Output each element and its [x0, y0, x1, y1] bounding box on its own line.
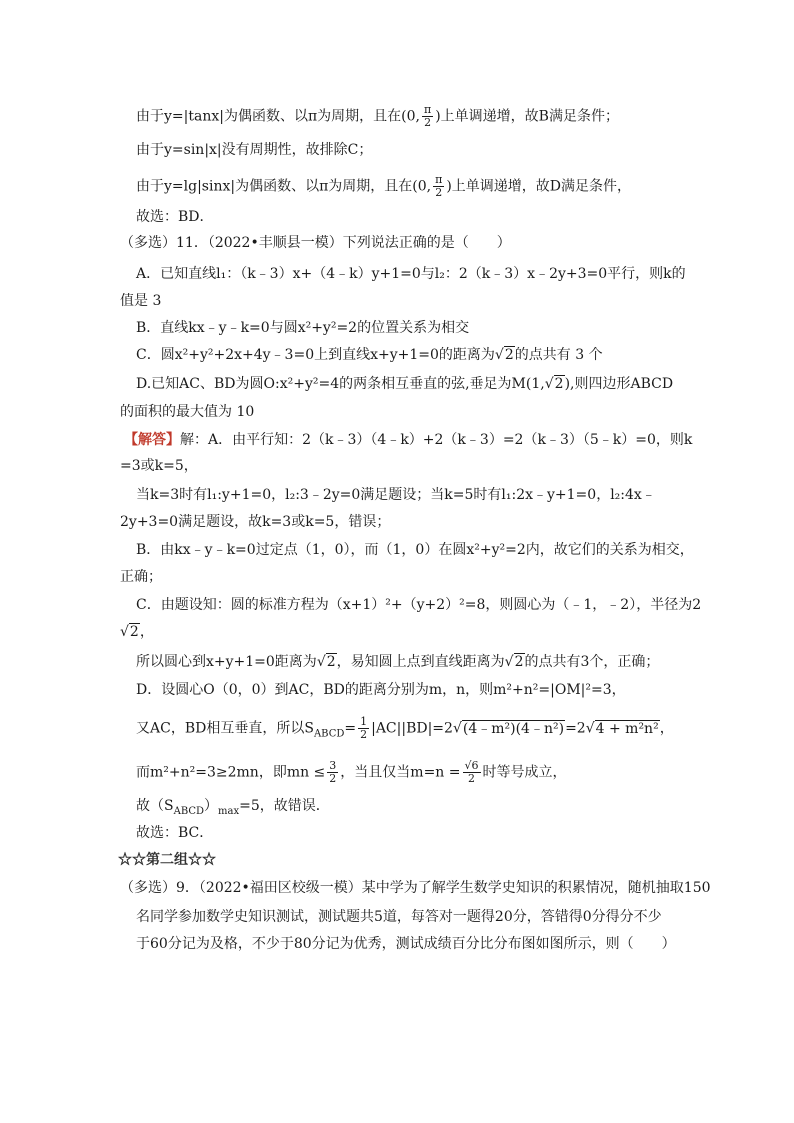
- line-b: 由于y=|tanx|为偶函数、以π为周期，且在(0, $\frac{\pi}{2}$ )上单调递增，故B满足条件；: [136, 103, 619, 129]
- option-a-line-2: 值是 3: [120, 293, 162, 309]
- solution-line-9: D．设圆心O（0，0）到AC，BD的距离分别为m，n，则m²+n²=|OM|²=3，: [136, 682, 626, 698]
- fraction-pi-over-2: $\frac{\pi}{2}$: [423, 103, 432, 129]
- option-d-line-2: 的面积的最大值为 10: [120, 404, 255, 420]
- solution-line-1b: =3或k=5，: [120, 458, 198, 474]
- option-d-line-1: D.已知AC、BD为圆O:x²+y²=4的两条相互垂直的弦,垂足为M(1,√2),则四边形ABCD: [136, 376, 674, 392]
- fraction-three-halves: $\frac{3}{2}$: [329, 759, 337, 785]
- fraction-pi-over-2: $\frac{\pi}{2}$: [435, 173, 443, 199]
- group-heading: ☆☆第二组☆☆: [118, 852, 216, 868]
- solution-line-7: √2，: [120, 624, 154, 640]
- line-d: 由于y=lg|sinx|为偶函数、以π为周期，且在(0, $\frac{\pi}{2}$ )上单调递增，故D满足条件，: [136, 173, 632, 199]
- solution-tag: 【解答】: [124, 432, 180, 448]
- solution-line-11: 而m²+n²=3≥2mn，即mn ≤ $\frac{3}{2}$ ，当且仅当m=n = $\frac{√6}{2}$ 时等号成立，: [136, 759, 567, 785]
- line-c: 由于y=sin|x|没有周期性，故排除C；: [136, 142, 373, 158]
- option-a-line-1: A．已知直线l₁：（k﹣3）x+（4﹣k）y+1=0与l₂：2（k﹣3）x﹣2y+3=0平行，则k的: [136, 266, 686, 282]
- option-c: C．圆x²+y²+2x+4y﹣3=0上到直线x+y+1=0的距离为√2的点共有 3 个: [136, 347, 603, 363]
- option-b: B．直线kx﹣y﹣k=0与圆x²+y²=2的位置关系为相交: [136, 320, 470, 336]
- solution-line-10: 又AC，BD相互垂直，所以$S_{ABCD}=$ $\frac{1}{2}$ |AC||BD|=2√(4﹣m²)(4﹣n²)=2√4 + m²n²，: [136, 715, 674, 741]
- solution-line-12: 故$(S_{ABCD})_{max}=5$，故错误．: [136, 798, 330, 817]
- solution-line-5: 正确；: [120, 569, 162, 585]
- solution-line-2: 当k=3时有l₁:y+1=0，l₂:3﹣2y=0满足题设；当k=5时有l₁:2x﹣y+1=0，l₂:4x﹣: [136, 487, 656, 503]
- question-9-line-1: （多选）9．（2022•福田区校级一模）某中学为了解学生数学史知识的积累情况，随机抽取150: [120, 880, 711, 896]
- solution-line-1: 【解答】解：A．由平行知：2（k﹣3）（4﹣k）+2（k﹣3）=2（k﹣3）（5﹣k）=0，则k: [124, 432, 693, 448]
- answer-line-2: 故选：BC．: [136, 825, 214, 841]
- solution-line-8: 所以圆心到x+y+1=0距离为√2，易知圆上点到直线距离为√2的点共有3个，正确；: [136, 654, 660, 670]
- solution-line-6: C．由题设知：圆的标准方程为（x+1）²+（y+2）²=8，则圆心为（﹣1，﹣2），半径为2: [136, 597, 702, 613]
- fraction-sqrt6-over-2: $\frac{√6}{2}$: [464, 759, 479, 785]
- fraction-one-half: $\frac{1}{2}$: [360, 715, 368, 741]
- solution-line-3: 2y+3=0满足题设，故k=3或k=5，错误；: [120, 514, 391, 530]
- solution-line-4: B．由kx﹣y﹣k=0过定点（1，0），而（1，0）在圆x²+y²=2内，故它们的关系为相交，: [136, 542, 694, 558]
- answer-line-1: 故选：BD．: [136, 209, 214, 225]
- question-9-line-2: 名同学参加数学史知识测试，测试题共5道，每答对一题得20分，答错得0分得分不少: [136, 909, 662, 925]
- question-9-line-3: 于60分记为及格，不少于80分记为优秀，测试成绩百分比分布图如图所示，则（ ）: [136, 936, 676, 952]
- question-11: （多选）11．（2022•丰顺县一模）下列说法正确的是（ ）: [120, 235, 511, 251]
